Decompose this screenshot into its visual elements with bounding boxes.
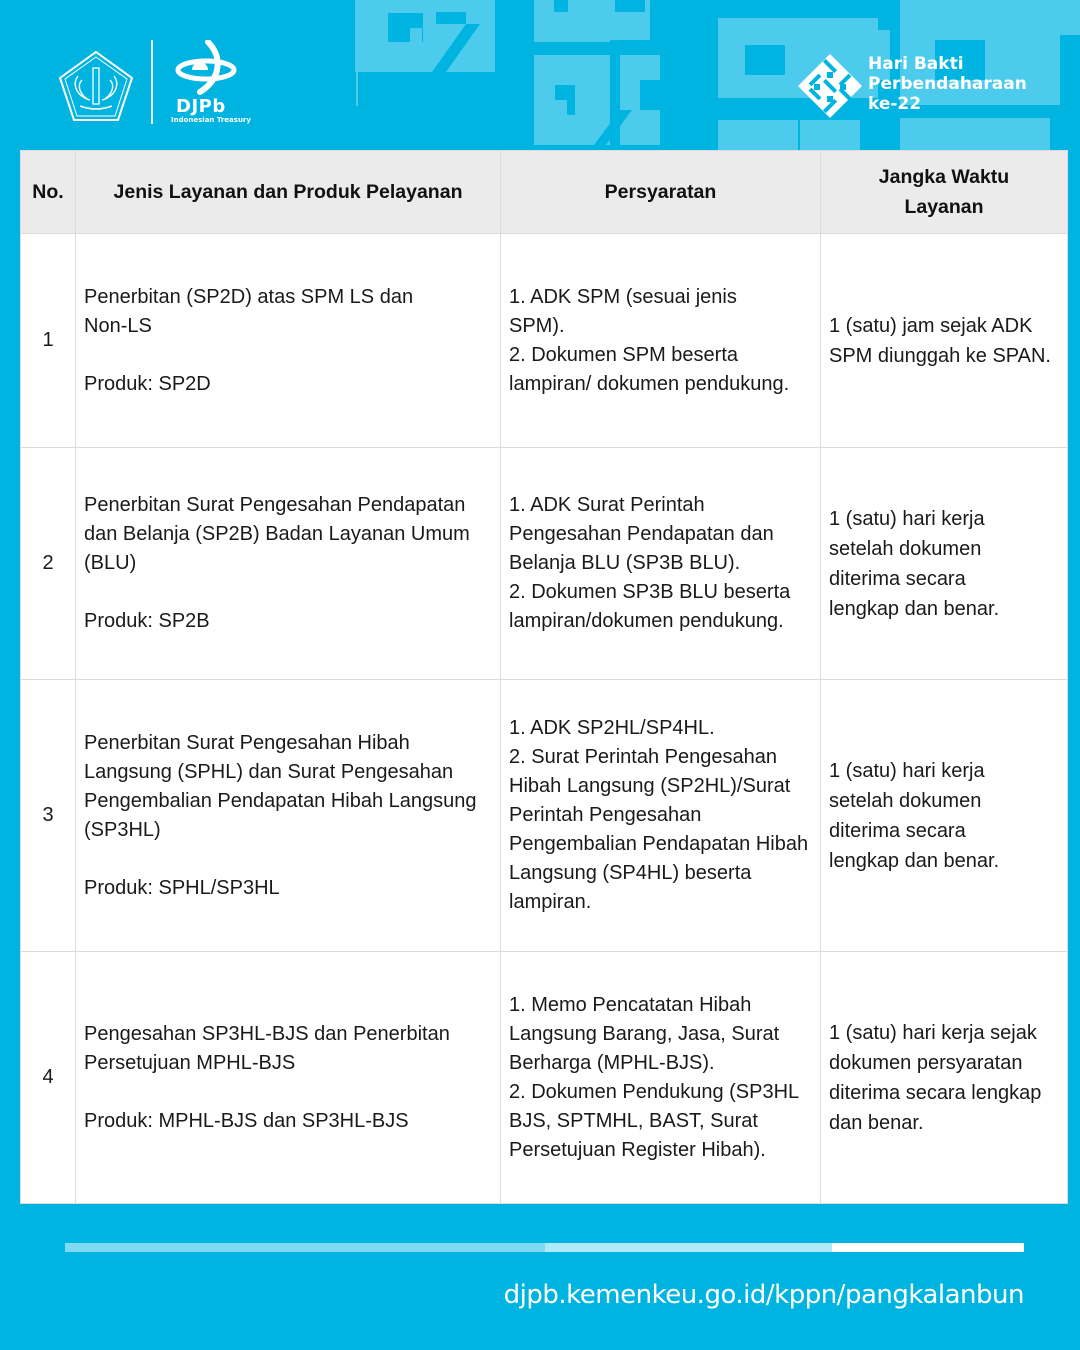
service-name: Penerbitan Surat Pengesahan Pendapatan dan Belanja (SP2B) Badan Layanan Umum (BLU) bbox=[84, 494, 470, 574]
table-row bbox=[21, 680, 1068, 952]
service-name: Penerbitan Surat Pengesahan Hibah Langsung (SPHL) dan Surat Pengesahan Pengembalian Pendapatan Hibah Langsung (SP3HL) bbox=[84, 731, 477, 841]
website-url[interactable]: djpb.kemenkeu.go.id/kppn/pangkalanbun bbox=[503, 1280, 1024, 1310]
hari-bakti-emblem-icon bbox=[798, 54, 862, 118]
requirements-cell bbox=[501, 952, 821, 1204]
row-number: 3 bbox=[21, 680, 76, 952]
requirement-item: 2. Dokumen SPM beserta lampiran/ dokumen pendukung. bbox=[509, 343, 790, 395]
requirements-cell bbox=[501, 680, 821, 952]
service-cell bbox=[76, 952, 501, 1204]
event-title-line2: Perbendaharaan bbox=[868, 74, 1027, 94]
service-product: Produk: SP2B bbox=[84, 610, 210, 632]
service-name: Penerbitan (SP2D) atas SPM LS dan Non-LS bbox=[84, 285, 414, 337]
row-number: 2 bbox=[21, 448, 76, 680]
header-service: Jenis Layanan dan Produk Pelayanan bbox=[76, 151, 501, 234]
table-row bbox=[21, 448, 1068, 680]
header-requirements: Persyaratan bbox=[501, 151, 821, 234]
progress-segment-2 bbox=[545, 1243, 833, 1252]
requirement-item: 1. Memo Pencatatan Hibah Langsung Barang, Jasa, Surat Berharga (MPHL-BJS). bbox=[509, 993, 780, 1074]
requirements-cell bbox=[501, 234, 821, 448]
progress-segment-3 bbox=[832, 1243, 1024, 1252]
event-title-line3: ke-22 bbox=[868, 94, 922, 114]
row-number: 4 bbox=[21, 952, 76, 1204]
table-row bbox=[21, 952, 1068, 1204]
event-badge bbox=[798, 52, 1038, 122]
header-logos bbox=[58, 40, 258, 130]
duration-cell: 1 (satu) hari kerja sejak dokumen persyaratan diterima secara lengkap dan benar. bbox=[821, 952, 1068, 1204]
header-duration: Jangka Waktu Layanan bbox=[821, 151, 1068, 234]
requirement-item: 2. Surat Perintah Pengesahan Hibah Langsung (SP2HL)/Surat Perintah Pengesahan Pengembalian Pendapatan Hibah Langsung (SP4HL) beserta lampiran. bbox=[509, 746, 809, 913]
requirement-item: 2. Dokumen SP3B BLU beserta lampiran/dokumen pendukung. bbox=[509, 581, 791, 632]
table-row bbox=[21, 234, 1068, 448]
requirement-item: 2. Dokumen Pendukung (SP3HL BJS, SPTMHL, BAST, Surat Persetujuan Register Hibah). bbox=[509, 1080, 799, 1161]
duration-cell: 1 (satu) jam sejak ADK SPM diunggah ke SPAN. bbox=[821, 234, 1068, 448]
service-cell bbox=[76, 448, 501, 680]
service-product: Produk: MPHL-BJS dan SP3HL-BJS bbox=[84, 1109, 409, 1132]
service-cell bbox=[76, 234, 501, 448]
service-product: Produk: SPHL/SP3HL bbox=[84, 876, 280, 899]
service-table bbox=[20, 150, 1068, 1204]
djpb-name: DJPb bbox=[176, 96, 226, 117]
logo-divider bbox=[151, 40, 153, 124]
requirement-item: 1. ADK Surat Perintah Pengesahan Pendapatan dan Belanja BLU (SP3B BLU). bbox=[509, 494, 774, 574]
table-header-row bbox=[21, 151, 1068, 234]
service-name: Pengesahan SP3HL-BJS dan Penerbitan Persetujuan MPHL-BJS bbox=[84, 1022, 450, 1074]
duration-cell: 1 (satu) hari kerja setelah dokumen diterima secara lengkap dan benar. bbox=[821, 680, 1068, 952]
row-number: 1 bbox=[21, 234, 76, 448]
service-cell bbox=[76, 680, 501, 952]
decorative-progress-bar bbox=[65, 1243, 1024, 1252]
requirement-item: 1. ADK SPM (sesuai jenis SPM). bbox=[509, 285, 737, 337]
djpb-tagline: Indonesian Treasury bbox=[171, 116, 251, 124]
service-product: Produk: SP2D bbox=[84, 372, 211, 395]
requirements-cell bbox=[501, 448, 821, 680]
kemenkeu-emblem-icon bbox=[58, 50, 134, 122]
event-title-line1: Hari Bakti bbox=[868, 54, 964, 74]
requirement-item: 1. ADK SP2HL/SP4HL. bbox=[509, 717, 715, 739]
duration-cell: 1 (satu) hari kerja setelah dokumen diterima secara lengkap dan benar. bbox=[821, 448, 1068, 680]
progress-segment-1 bbox=[65, 1243, 545, 1252]
event-title bbox=[868, 54, 1027, 114]
header-no: No. bbox=[21, 151, 76, 234]
